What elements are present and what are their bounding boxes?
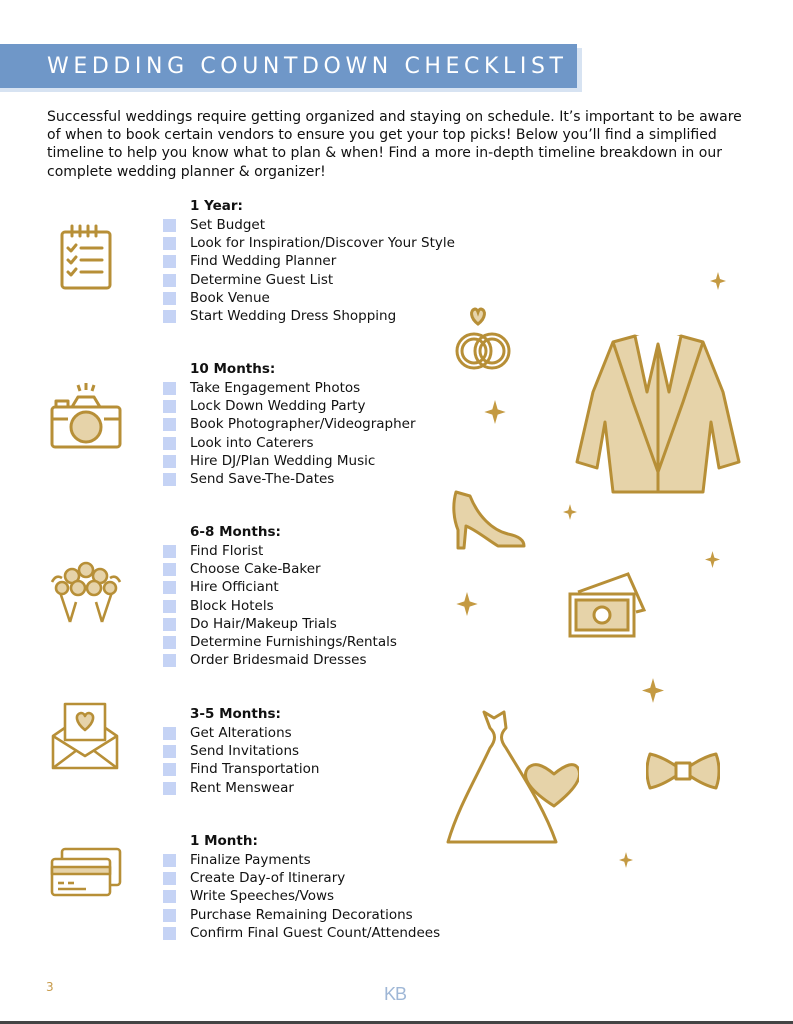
item-label: Hire Officiant bbox=[190, 579, 279, 596]
item-label: Finalize Payments bbox=[190, 852, 311, 868]
rings-icon bbox=[448, 306, 524, 378]
checkbox[interactable] bbox=[163, 600, 176, 613]
item-label: Lock Down Wedding Party bbox=[190, 398, 366, 415]
checkbox[interactable] bbox=[163, 292, 176, 305]
item-label: Book Photographer/Videographer bbox=[190, 416, 416, 433]
checkbox[interactable] bbox=[163, 745, 176, 758]
item-label: Order Bridesmaid Dresses bbox=[190, 652, 367, 669]
checkbox[interactable] bbox=[163, 563, 176, 576]
item-label: Choose Cake-Baker bbox=[190, 561, 321, 578]
checklist-icon bbox=[50, 222, 130, 302]
checkbox[interactable] bbox=[163, 581, 176, 594]
checkbox[interactable] bbox=[163, 237, 176, 250]
checkbox[interactable] bbox=[163, 418, 176, 431]
checkbox[interactable] bbox=[163, 310, 176, 323]
sparkle-icon bbox=[563, 504, 577, 520]
item-label: Send Save-The-Dates bbox=[190, 470, 335, 487]
section-heading: 3-5 Months: bbox=[190, 706, 281, 722]
checkbox[interactable] bbox=[163, 618, 176, 631]
checkbox[interactable] bbox=[163, 927, 176, 940]
sparkle-icon bbox=[456, 592, 478, 616]
camera-icon bbox=[46, 381, 126, 461]
sparkle-icon bbox=[484, 400, 506, 424]
checkbox[interactable] bbox=[163, 274, 176, 287]
item-label: Purchase Remaining Decorations bbox=[190, 906, 413, 923]
checkbox[interactable] bbox=[163, 909, 176, 922]
page-title: WEDDING COUNTDOWN CHECKLIST bbox=[47, 54, 568, 79]
item-label: Find Wedding Planner bbox=[190, 253, 337, 270]
sparkle-icon bbox=[705, 551, 720, 568]
item-label: Rent Menswear bbox=[190, 779, 294, 796]
item-label: Start Wedding Dress Shopping bbox=[190, 307, 397, 324]
sparkle-icon bbox=[710, 272, 726, 290]
checkbox[interactable] bbox=[163, 455, 176, 468]
checkbox[interactable] bbox=[163, 872, 176, 885]
credit-cards-icon bbox=[46, 837, 126, 917]
checkbox[interactable] bbox=[163, 890, 176, 903]
item-label: Find Transportation bbox=[190, 761, 320, 778]
checkbox[interactable] bbox=[163, 727, 176, 740]
item-label: Book Venue bbox=[190, 289, 270, 306]
item-label: Determine Furnishings/Rentals bbox=[190, 633, 397, 650]
bouquet-icon bbox=[46, 552, 126, 632]
sparkle-icon bbox=[619, 852, 633, 868]
item-label: Get Alterations bbox=[190, 725, 292, 741]
item-label: Look for Inspiration/Discover Your Style bbox=[190, 235, 455, 252]
bow-tie-icon bbox=[646, 748, 720, 794]
sparkle-icon bbox=[642, 678, 664, 703]
checkbox[interactable] bbox=[163, 654, 176, 667]
checkbox[interactable] bbox=[163, 382, 176, 395]
item-label: Send Invitations bbox=[190, 743, 300, 760]
intro-paragraph: Successful weddings require getting organized and staying on schedule. It’s important to be aware of when to book certain vendors to ensure you get your top picks! Below you’ll find a simplified timeline to help you know what to plan & when! Find a more in-depth timeline breakdown in our complete wedding planner & organizer! bbox=[47, 109, 742, 180]
suit-jacket-icon bbox=[573, 332, 743, 498]
checkbox[interactable] bbox=[163, 437, 176, 450]
item-label: Find Florist bbox=[190, 543, 264, 559]
item-label: Determine Guest List bbox=[190, 271, 334, 288]
checkbox[interactable] bbox=[163, 219, 176, 232]
section-heading: 1 Year: bbox=[190, 198, 243, 214]
item-label: Create Day-of Itinerary bbox=[190, 870, 346, 887]
checkbox[interactable] bbox=[163, 473, 176, 486]
item-label: Do Hair/Makeup Trials bbox=[190, 615, 337, 632]
envelope-heart-icon bbox=[45, 698, 125, 778]
checkbox[interactable] bbox=[163, 636, 176, 649]
checkbox[interactable] bbox=[163, 763, 176, 776]
section-heading: 6-8 Months: bbox=[190, 524, 281, 540]
item-label: Confirm Final Guest Count/Attendees bbox=[190, 924, 441, 941]
high-heel-icon bbox=[448, 486, 528, 552]
wedding-dress-icon bbox=[444, 708, 579, 848]
checkbox[interactable] bbox=[163, 854, 176, 867]
item-label: Hire DJ/Plan Wedding Music bbox=[190, 452, 376, 469]
checkbox[interactable] bbox=[163, 255, 176, 268]
item-label: Look into Caterers bbox=[190, 434, 314, 451]
section-heading: 10 Months: bbox=[190, 361, 276, 377]
cash-icon bbox=[566, 570, 648, 640]
section-heading: 1 Month: bbox=[190, 833, 258, 849]
kb-monogram-logo: KB bbox=[384, 984, 407, 1004]
item-label: Take Engagement Photos bbox=[190, 380, 361, 396]
item-label: Set Budget bbox=[190, 217, 266, 233]
checkbox[interactable] bbox=[163, 782, 176, 795]
checkbox[interactable] bbox=[163, 545, 176, 558]
checkbox[interactable] bbox=[163, 400, 176, 413]
page-number: 3 bbox=[46, 980, 54, 994]
item-label: Write Speeches/Vows bbox=[190, 888, 335, 905]
item-label: Block Hotels bbox=[190, 597, 274, 614]
